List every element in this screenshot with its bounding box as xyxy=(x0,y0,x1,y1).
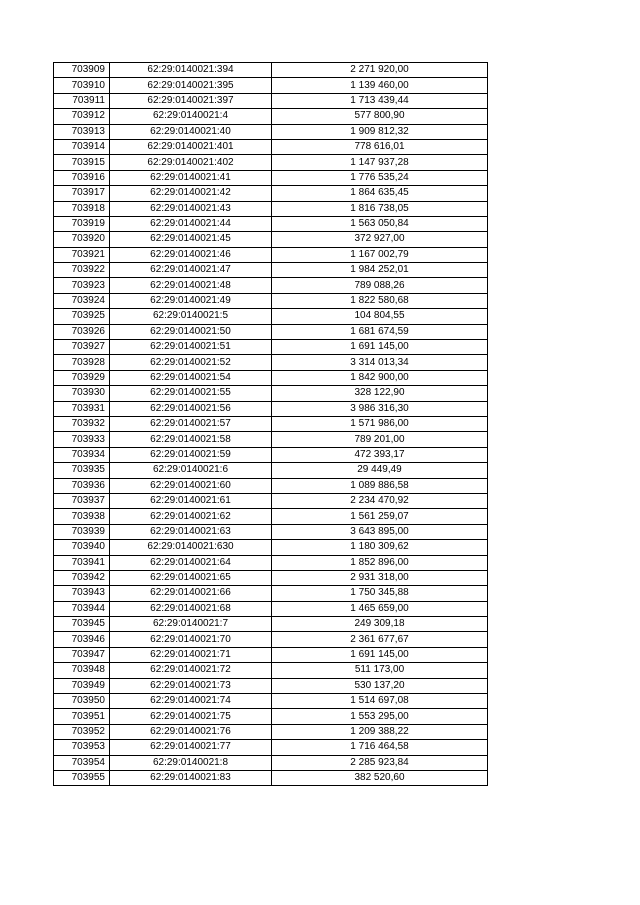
table-row xyxy=(54,370,488,385)
row-number-cell: 703916 xyxy=(54,170,110,185)
table-row xyxy=(54,401,488,416)
row-number-cell: 703920 xyxy=(54,232,110,247)
cadastral-number-cell: 62:29:0140021:4 xyxy=(110,109,272,124)
table-row xyxy=(54,555,488,570)
cadastral-value-cell: 1 681 674,59 xyxy=(272,324,488,339)
cadastral-number-cell: 62:29:0140021:42 xyxy=(110,186,272,201)
cadastral-number-cell: 62:29:0140021:59 xyxy=(110,447,272,462)
row-number-cell: 703912 xyxy=(54,109,110,124)
cadastral-number-cell: 62:29:0140021:51 xyxy=(110,340,272,355)
table-row xyxy=(54,416,488,431)
row-number-cell: 703919 xyxy=(54,216,110,231)
row-number-cell: 703955 xyxy=(54,770,110,785)
cadastral-value-cell: 1 691 145,00 xyxy=(272,647,488,662)
table-row xyxy=(54,755,488,770)
row-number-cell: 703948 xyxy=(54,663,110,678)
table-row xyxy=(54,139,488,154)
row-number-cell: 703945 xyxy=(54,617,110,632)
row-number-cell: 703927 xyxy=(54,340,110,355)
cadastral-value-cell: 104 804,55 xyxy=(272,309,488,324)
row-number-cell: 703914 xyxy=(54,139,110,154)
cadastral-value-cell: 1 514 697,08 xyxy=(272,694,488,709)
cadastral-number-cell: 62:29:0140021:630 xyxy=(110,540,272,555)
table-row xyxy=(54,770,488,785)
cadastral-value-cell: 2 234 470,92 xyxy=(272,493,488,508)
cadastral-value-cell: 1 209 388,22 xyxy=(272,724,488,739)
cadastral-number-cell: 62:29:0140021:62 xyxy=(110,509,272,524)
cadastral-value-cell: 1 561 259,07 xyxy=(272,509,488,524)
table-row xyxy=(54,632,488,647)
table-row xyxy=(54,386,488,401)
cadastral-number-cell: 62:29:0140021:65 xyxy=(110,570,272,585)
row-number-cell: 703913 xyxy=(54,124,110,139)
cadastral-value-cell: 1 776 535,24 xyxy=(272,170,488,185)
cadastral-value-cell: 1 167 002,79 xyxy=(272,247,488,262)
cadastral-number-cell: 62:29:0140021:47 xyxy=(110,263,272,278)
cadastral-number-cell: 62:29:0140021:68 xyxy=(110,601,272,616)
table-row xyxy=(54,617,488,632)
cadastral-number-cell: 62:29:0140021:73 xyxy=(110,678,272,693)
row-number-cell: 703950 xyxy=(54,694,110,709)
cadastral-value-cell: 1 465 659,00 xyxy=(272,601,488,616)
row-number-cell: 703953 xyxy=(54,740,110,755)
cadastral-value-cell: 1 852 896,00 xyxy=(272,555,488,570)
cadastral-value-cell: 2 931 318,00 xyxy=(272,570,488,585)
cadastral-number-cell: 62:29:0140021:76 xyxy=(110,724,272,739)
table-row xyxy=(54,263,488,278)
row-number-cell: 703934 xyxy=(54,447,110,462)
cadastral-number-cell: 62:29:0140021:58 xyxy=(110,432,272,447)
table-row xyxy=(54,232,488,247)
cadastral-number-cell: 62:29:0140021:8 xyxy=(110,755,272,770)
table-row xyxy=(54,447,488,462)
cadastral-number-cell: 62:29:0140021:46 xyxy=(110,247,272,262)
cadastral-value-cell: 1 909 812,32 xyxy=(272,124,488,139)
cadastral-value-cell: 1 139 460,00 xyxy=(272,78,488,93)
row-number-cell: 703942 xyxy=(54,570,110,585)
row-number-cell: 703909 xyxy=(54,63,110,78)
cadastral-value-cell: 372 927,00 xyxy=(272,232,488,247)
table-row xyxy=(54,740,488,755)
row-number-cell: 703954 xyxy=(54,755,110,770)
cadastral-number-cell: 62:29:0140021:60 xyxy=(110,478,272,493)
cadastral-number-cell: 62:29:0140021:395 xyxy=(110,78,272,93)
row-number-cell: 703911 xyxy=(54,93,110,108)
cadastral-number-cell: 62:29:0140021:61 xyxy=(110,493,272,508)
table-row xyxy=(54,463,488,478)
cadastral-number-cell: 62:29:0140021:50 xyxy=(110,324,272,339)
row-number-cell: 703952 xyxy=(54,724,110,739)
cadastral-number-cell: 62:29:0140021:63 xyxy=(110,524,272,539)
cadastral-number-cell: 62:29:0140021:54 xyxy=(110,370,272,385)
row-number-cell: 703925 xyxy=(54,309,110,324)
cadastral-value-cell: 1 864 635,45 xyxy=(272,186,488,201)
cadastral-value-cell: 472 393,17 xyxy=(272,447,488,462)
cadastral-number-cell: 62:29:0140021:49 xyxy=(110,293,272,308)
cadastral-value-cell: 2 361 677,67 xyxy=(272,632,488,647)
cadastral-value-cell: 577 800,90 xyxy=(272,109,488,124)
table-row xyxy=(54,293,488,308)
cadastral-value-cell: 789 088,26 xyxy=(272,278,488,293)
row-number-cell: 703938 xyxy=(54,509,110,524)
row-number-cell: 703930 xyxy=(54,386,110,401)
row-number-cell: 703949 xyxy=(54,678,110,693)
cadastral-value-cell: 1 089 886,58 xyxy=(272,478,488,493)
cadastral-value-cell: 382 520,60 xyxy=(272,770,488,785)
table-body xyxy=(54,63,488,786)
table-row xyxy=(54,309,488,324)
table-row xyxy=(54,201,488,216)
cadastral-value-cell: 3 314 013,34 xyxy=(272,355,488,370)
cadastral-value-cell: 3 643 895,00 xyxy=(272,524,488,539)
table-row xyxy=(54,155,488,170)
row-number-cell: 703946 xyxy=(54,632,110,647)
table-row xyxy=(54,340,488,355)
cadastral-value-cell: 530 137,20 xyxy=(272,678,488,693)
table-row xyxy=(54,216,488,231)
cadastral-number-cell: 62:29:0140021:55 xyxy=(110,386,272,401)
table-row xyxy=(54,478,488,493)
cadastral-value-cell: 1 822 580,68 xyxy=(272,293,488,308)
row-number-cell: 703915 xyxy=(54,155,110,170)
cadastral-number-cell: 62:29:0140021:401 xyxy=(110,139,272,154)
table-row xyxy=(54,247,488,262)
cadastral-number-cell: 62:29:0140021:40 xyxy=(110,124,272,139)
table-row xyxy=(54,524,488,539)
row-number-cell: 703928 xyxy=(54,355,110,370)
cadastral-value-cell: 249 309,18 xyxy=(272,617,488,632)
row-number-cell: 703941 xyxy=(54,555,110,570)
row-number-cell: 703936 xyxy=(54,478,110,493)
table-row xyxy=(54,355,488,370)
cadastral-value-cell: 1 571 986,00 xyxy=(272,416,488,431)
row-number-cell: 703931 xyxy=(54,401,110,416)
row-number-cell: 703929 xyxy=(54,370,110,385)
cadastral-value-cell: 2 285 923,84 xyxy=(272,755,488,770)
cadastral-number-cell: 62:29:0140021:72 xyxy=(110,663,272,678)
cadastral-value-cell: 1 713 439,44 xyxy=(272,93,488,108)
cadastral-value-cell: 511 173,00 xyxy=(272,663,488,678)
cadastral-number-cell: 62:29:0140021:56 xyxy=(110,401,272,416)
cadastral-number-cell: 62:29:0140021:394 xyxy=(110,63,272,78)
cadastral-number-cell: 62:29:0140021:77 xyxy=(110,740,272,755)
table-row xyxy=(54,432,488,447)
cadastral-number-cell: 62:29:0140021:43 xyxy=(110,201,272,216)
row-number-cell: 703947 xyxy=(54,647,110,662)
cadastral-value-cell: 2 271 920,00 xyxy=(272,63,488,78)
cadastral-value-cell: 1 147 937,28 xyxy=(272,155,488,170)
cadastral-value-cell: 1 750 345,88 xyxy=(272,586,488,601)
cadastral-number-cell: 62:29:0140021:7 xyxy=(110,617,272,632)
table-row xyxy=(54,709,488,724)
row-number-cell: 703917 xyxy=(54,186,110,201)
table-row xyxy=(54,570,488,585)
row-number-cell: 703951 xyxy=(54,709,110,724)
row-number-cell: 703918 xyxy=(54,201,110,216)
row-number-cell: 703944 xyxy=(54,601,110,616)
table-row xyxy=(54,540,488,555)
row-number-cell: 703921 xyxy=(54,247,110,262)
cadastral-number-cell: 62:29:0140021:83 xyxy=(110,770,272,785)
table-row xyxy=(54,509,488,524)
cadastral-number-cell: 62:29:0140021:41 xyxy=(110,170,272,185)
table-row xyxy=(54,109,488,124)
cadastral-number-cell: 62:29:0140021:75 xyxy=(110,709,272,724)
table-row xyxy=(54,63,488,78)
cadastral-value-cell: 1 180 309,62 xyxy=(272,540,488,555)
row-number-cell: 703932 xyxy=(54,416,110,431)
cadastral-number-cell: 62:29:0140021:397 xyxy=(110,93,272,108)
cadastral-number-cell: 62:29:0140021:70 xyxy=(110,632,272,647)
row-number-cell: 703935 xyxy=(54,463,110,478)
cadastral-number-cell: 62:29:0140021:66 xyxy=(110,586,272,601)
table-row xyxy=(54,663,488,678)
row-number-cell: 703923 xyxy=(54,278,110,293)
row-number-cell: 703910 xyxy=(54,78,110,93)
row-number-cell: 703933 xyxy=(54,432,110,447)
cadastral-value-cell: 328 122,90 xyxy=(272,386,488,401)
cadastral-number-cell: 62:29:0140021:57 xyxy=(110,416,272,431)
cadastral-value-cell: 1 553 295,00 xyxy=(272,709,488,724)
cadastral-number-cell: 62:29:0140021:402 xyxy=(110,155,272,170)
table-row xyxy=(54,324,488,339)
cadastral-number-cell: 62:29:0140021:71 xyxy=(110,647,272,662)
cadastral-value-cell: 1 984 252,01 xyxy=(272,263,488,278)
cadastral-value-cell: 1 563 050,84 xyxy=(272,216,488,231)
cadastral-number-cell: 62:29:0140021:74 xyxy=(110,694,272,709)
row-number-cell: 703924 xyxy=(54,293,110,308)
cadastral-number-cell: 62:29:0140021:48 xyxy=(110,278,272,293)
table-row xyxy=(54,678,488,693)
table-row xyxy=(54,724,488,739)
cadastral-number-cell: 62:29:0140021:6 xyxy=(110,463,272,478)
table-row xyxy=(54,124,488,139)
cadastral-number-cell: 62:29:0140021:44 xyxy=(110,216,272,231)
cadastral-number-cell: 62:29:0140021:64 xyxy=(110,555,272,570)
cadastral-number-cell: 62:29:0140021:5 xyxy=(110,309,272,324)
cadastral-value-cell: 1 691 145,00 xyxy=(272,340,488,355)
table-row xyxy=(54,93,488,108)
cadastral-value-cell: 1 716 464,58 xyxy=(272,740,488,755)
row-number-cell: 703937 xyxy=(54,493,110,508)
cadastral-number-cell: 62:29:0140021:45 xyxy=(110,232,272,247)
table-row xyxy=(54,601,488,616)
table-row xyxy=(54,170,488,185)
row-number-cell: 703926 xyxy=(54,324,110,339)
table-row xyxy=(54,186,488,201)
table-row xyxy=(54,586,488,601)
table-row xyxy=(54,278,488,293)
row-number-cell: 703922 xyxy=(54,263,110,278)
table-row xyxy=(54,493,488,508)
row-number-cell: 703940 xyxy=(54,540,110,555)
cadastral-value-cell: 789 201,00 xyxy=(272,432,488,447)
cadastral-value-cell: 3 986 316,30 xyxy=(272,401,488,416)
cadastral-value-table xyxy=(53,62,488,786)
cadastral-value-cell: 778 616,01 xyxy=(272,139,488,154)
table-row xyxy=(54,647,488,662)
cadastral-number-cell: 62:29:0140021:52 xyxy=(110,355,272,370)
row-number-cell: 703939 xyxy=(54,524,110,539)
cadastral-value-cell: 1 816 738,05 xyxy=(272,201,488,216)
table-row xyxy=(54,694,488,709)
row-number-cell: 703943 xyxy=(54,586,110,601)
table-row xyxy=(54,78,488,93)
cadastral-value-cell: 1 842 900,00 xyxy=(272,370,488,385)
cadastral-value-cell: 29 449,49 xyxy=(272,463,488,478)
